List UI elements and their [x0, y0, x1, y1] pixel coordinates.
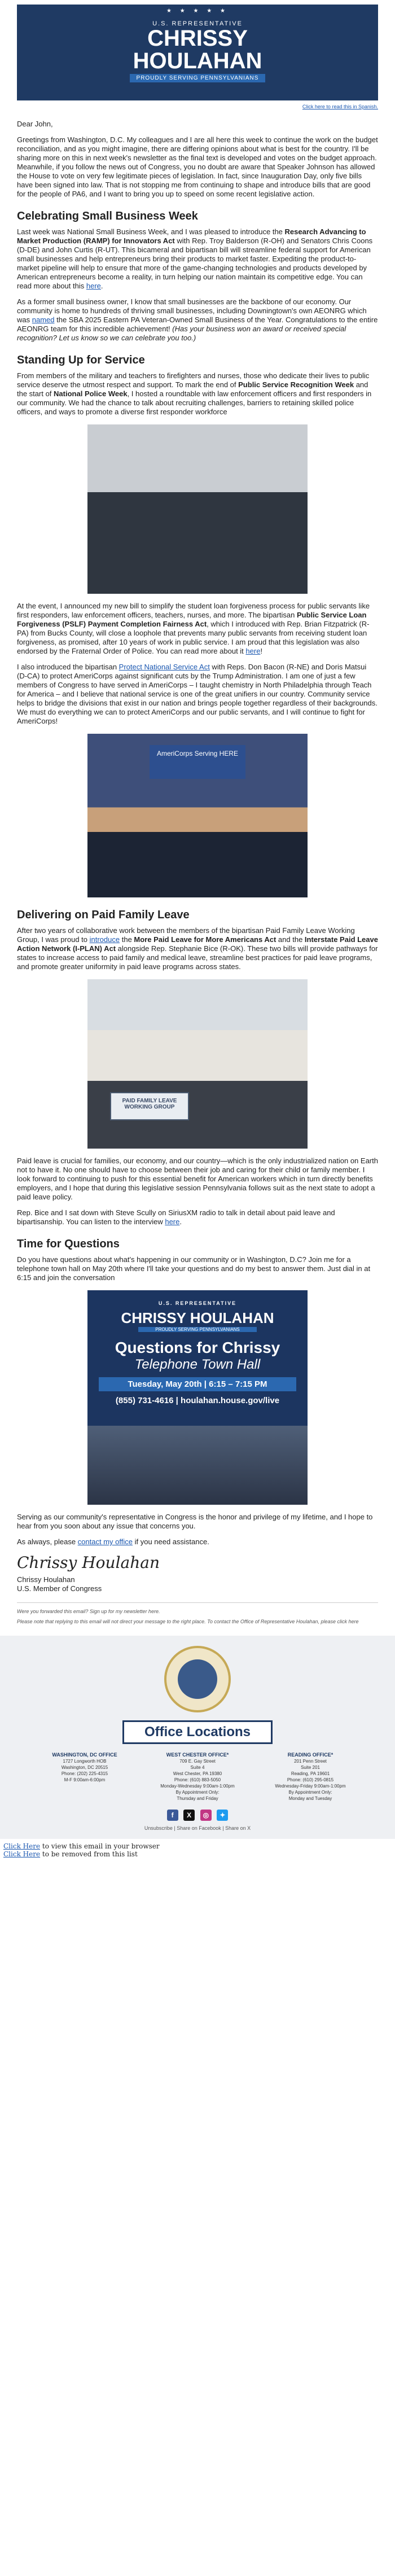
- office-list: [28, 1752, 367, 1802]
- small-business-p2: As a former small business owner, I know that small businesses are the backbone of our economy. Our community is home to hundreds of thriving small businesses, including Downingtown's own AEONRG which was named the SBA 2025 Eastern PA Veteran-Owned Small Business of the Year. Congratulations to the entire AEONRG team for this incredible achievement! (Has your business won an award or received special recognition? Let us know so we can celebrate you too.): [17, 297, 378, 342]
- ramp-act-link[interactable]: here: [86, 282, 101, 290]
- banner-name2: HOULAHAN: [133, 49, 262, 73]
- small-business-p1: Last week was National Small Business Week, and I was pleased to introduce the Research Advancing to Market Production (RAMP) for Innovators Act with Rep. Troy Balderson (R-OH) and Senators Chris Coons (D-DE) and John Curtis (R-UT). This bicameral and bipartisan bill will streamline federal support for American small businesses and help entrepreneurs bring their products to market faster. Expediting the product-to-market pipeline will help to ensure that more of the game-changing technologies and products developed by American entrepreneurs become a reality, in turn helping our nation maintain its competitive edge. You can read more about this here.: [17, 227, 373, 290]
- social-icons: [0, 1810, 395, 1821]
- americorps-photo: [87, 734, 308, 897]
- paid-leave-p2: Paid leave is crucial for families, our economy, and our country—which is the only industrialized nation on Earth not to have it. No one should have to choose between their job and caring for their child or family member. I look forward to continuing to push for this essential benefit for American workers which in turn directly benefits employers, and I hope that during this legislative session Pennsylvania follows suit as the next state to adopt a paid leave policy.: [17, 1156, 378, 1201]
- office-reading: READING OFFICE* 201 Penn Street Suite 201 Reading, PA 19601 Phone: (610) 295-0815 Wednesday-Friday 9:00am-1:00pm By Appointment Only: Monday and Tuesday: [275, 1752, 346, 1801]
- remove-link[interactable]: Click Here: [3, 1850, 41, 1858]
- flyer-phone: (855) 731-4616 | houlahan.house.gov/live: [115, 1396, 280, 1405]
- aeonrg-named-link[interactable]: named: [32, 316, 55, 324]
- service-p3: I also introduced the bipartisan Protect National Service Act with Reps. Don Bacon (R-NE) and Doris Matsui (D-CA) to protect AmeriCorps against significant cuts by the Trump Administration. I am one of just a few members of Congress to have served in AmeriCorps – I taught chemistry in North Philadelphia through Teach for America – and I believe that national service is one of the great unifiers in our country. Community service helps to bridge the divisions that exist in our nation and brings people together regardless of their backgrounds. We must do everything we can to protect AmeriCorps and our public servants, and I will continue to fight for AmeriCorps!: [17, 663, 378, 725]
- flyer-portrait: [87, 1426, 308, 1505]
- office-dc: WASHINGTON, DC OFFICE 1727 Longworth HOB Washington, DC 20515 Phone: (202) 225-4315 M-F 9:00am-6:00pm: [52, 1752, 117, 1782]
- flyer-name: CHRISSY HOULAHAN: [121, 1309, 274, 1326]
- paid-leave-sign: PAID FAMILY LEAVE WORKING GROUP: [110, 1092, 189, 1120]
- spanish-link[interactable]: Click here to read this in Spanish.: [302, 104, 378, 109]
- footer: [0, 1636, 395, 1839]
- introduce-link[interactable]: introduce: [89, 935, 120, 944]
- closing-name: Chrissy Houlahan: [17, 1575, 75, 1584]
- flyer-town-hall: Telephone Town Hall: [134, 1357, 261, 1372]
- questions-p2: Serving as our community's representative in Congress is the honor and privilege of my lifetime, and I hope to hear from you soon about any issue that concerns you.: [17, 1513, 373, 1530]
- view-browser-link[interactable]: Click Here: [3, 1842, 41, 1850]
- closing-role: U.S. Member of Congress: [17, 1584, 102, 1593]
- intro-paragraph: Greetings from Washington, D.C. My colleagues and I are all here this week to continue the work on the budget reconciliation, and as you might imagine, there are differing opinions about what is best for the country. I'll be sharing more on this in next week's newsletter as the final text is developed and votes on the budget approach. Meanwhile, if you follow the news out of Congress, you no doubt are aware that Speaker Johnson has allowed the House to vote on very few legitimate pieces of legislation. In fact, since Inauguration Day, only five bills have been signed into law. That is not stopping me from continuing to shape and introduce bills that are good for the people of PA6, and I want to bring you up to speed on some recent legislative action.: [17, 135, 378, 198]
- view-in-browser: Click Here to view this email in your browser: [3, 1842, 160, 1850]
- flyer-ribbon: PROUDLY SERVING PENNSYLVANIANS: [138, 1327, 257, 1332]
- facebook-icon[interactable]: f: [167, 1810, 178, 1821]
- remove-from-list: Click Here to be removed from this list: [3, 1850, 138, 1858]
- paid-leave-photo: [87, 979, 308, 1149]
- contact-office-link[interactable]: contact my office: [77, 1537, 133, 1546]
- office-west-chester: WEST CHESTER OFFICE* 709 E. Gay Street Suite 4 West Chester, PA 19380 Phone: (610) 883-5050 Monday-Wednesday 9:00am-1:00pm By Appointment Only: Thursday and Friday: [160, 1752, 235, 1801]
- greeting: Dear John,: [17, 120, 53, 128]
- national-service-act-link[interactable]: Protect National Service Act: [118, 663, 210, 671]
- flyer-questions: Questions for Chrissy: [115, 1339, 280, 1356]
- bluesky-icon[interactable]: ✦: [217, 1810, 228, 1821]
- banner-top: U.S. REPRESENTATIVE: [152, 20, 243, 27]
- pslf-link[interactable]: here: [245, 647, 261, 655]
- americorps-sign: AmeriCorps Serving HERE: [150, 745, 245, 779]
- questions-p1: Do you have questions about what's happening in our community or in Washington, D.C? Join me for a telephone town hall on May 20th where I'll take your questions and do my best to answer them. Just dial in at 6:15 and join the conversation: [17, 1255, 371, 1282]
- paid-leave-p1: After two years of collaborative work between the members of the bipartisan Paid Family Leave Working Group, I was proud to introduce the More Paid Leave for More Americans Act and the Interstate Paid Leave Action Network (I-PLAN) Act alongside Rep. Stephanie Bice (R-OK). These two bills will provide pathways for states to increase access to paid family and medical leave, streamline best practices for paid leave programs, and promote greater uniformity in paid leave programs across states.: [17, 926, 378, 971]
- interview-link[interactable]: here: [165, 1217, 180, 1226]
- x-icon[interactable]: X: [183, 1810, 195, 1821]
- divider: [17, 1602, 378, 1603]
- reply-note[interactable]: Please note that replying to this email will not direct your message to the right place. To contact the Office of Representative Houlahan, please click here: [17, 1619, 359, 1624]
- service-p2: At the event, I announced my new bill to simplify the student loan forgiveness process for public servants like first responders, law enforcement officers, teachers, nurses, and more. The bipartisan Public Service Loan Forgiveness (PSLF) Payment Completion Fairness Act, which I introduced with Rep. Brian Fitzpatrick (R-PA) from Bucks County, will close a loophole that prevents many public servants from receiving student loan forgiveness, as promised, after 10 years of work in public service. I am proud that this legislation was also endorsed by the Fraternal Order of Police. You can read more about it here!: [17, 602, 370, 655]
- section-title-service: Standing Up for Service: [17, 354, 145, 366]
- town-hall-flyer: U.S. REPRESENTATIVE CHRISSY HOULAHAN PROUDLY SERVING PENNSYLVANIANS Questions for Chrissy Telephone Town Hall Tuesday, May 20th | 6:15 – 7:15 PM (855) 731-4616 | houlahan.house.gov/live: [87, 1290, 308, 1505]
- forwarded-note[interactable]: Were you forwarded this email? Sign up for my newsletter here.: [17, 1609, 160, 1614]
- footer-links[interactable]: Unsubscribe | Share on Facebook | Share on X: [144, 1825, 251, 1831]
- roundtable-photo: [87, 424, 308, 594]
- star-row: ★ ★ ★ ★ ★: [166, 8, 229, 14]
- banner-ribbon: PROUDLY SERVING PENNSYLVANIANS: [130, 74, 265, 82]
- signature: Chrissy Houlahan: [17, 1553, 160, 1572]
- section-title-paid-leave: Delivering on Paid Family Leave: [17, 909, 190, 921]
- flyer-date: Tuesday, May 20th | 6:15 – 7:15 PM: [99, 1377, 296, 1391]
- section-title-questions: Time for Questions: [17, 1238, 120, 1250]
- congress-seal-icon: [164, 1646, 231, 1712]
- office-locations-title: Office Locations: [122, 1720, 273, 1744]
- section-title-small-business: Celebrating Small Business Week: [17, 210, 198, 222]
- banner-name1: CHRISSY: [147, 26, 248, 51]
- header-banner: [17, 5, 378, 100]
- instagram-icon[interactable]: ◎: [200, 1810, 212, 1821]
- paid-leave-p3: Rep. Bice and I sat down with Steve Scully on SiriusXM radio to talk in detail about paid leave and bipartisanship. You can listen to the interview here.: [17, 1208, 335, 1226]
- service-p1: From members of the military and teachers to firefighters and nurses, those who dedicate their lives to public service deserve the utmost respect and support. To mark the end of Public Service Recognition Week and the start of National Police Week, I hosted a roundtable with law enforcement officers and first responders in our community. We had the chance to talk about recruiting challenges, barriers to retaining skilled police officers, and ways to promote a diverse first responder workforce: [17, 371, 372, 416]
- questions-p3: As always, please contact my office if you need assistance.: [17, 1537, 209, 1546]
